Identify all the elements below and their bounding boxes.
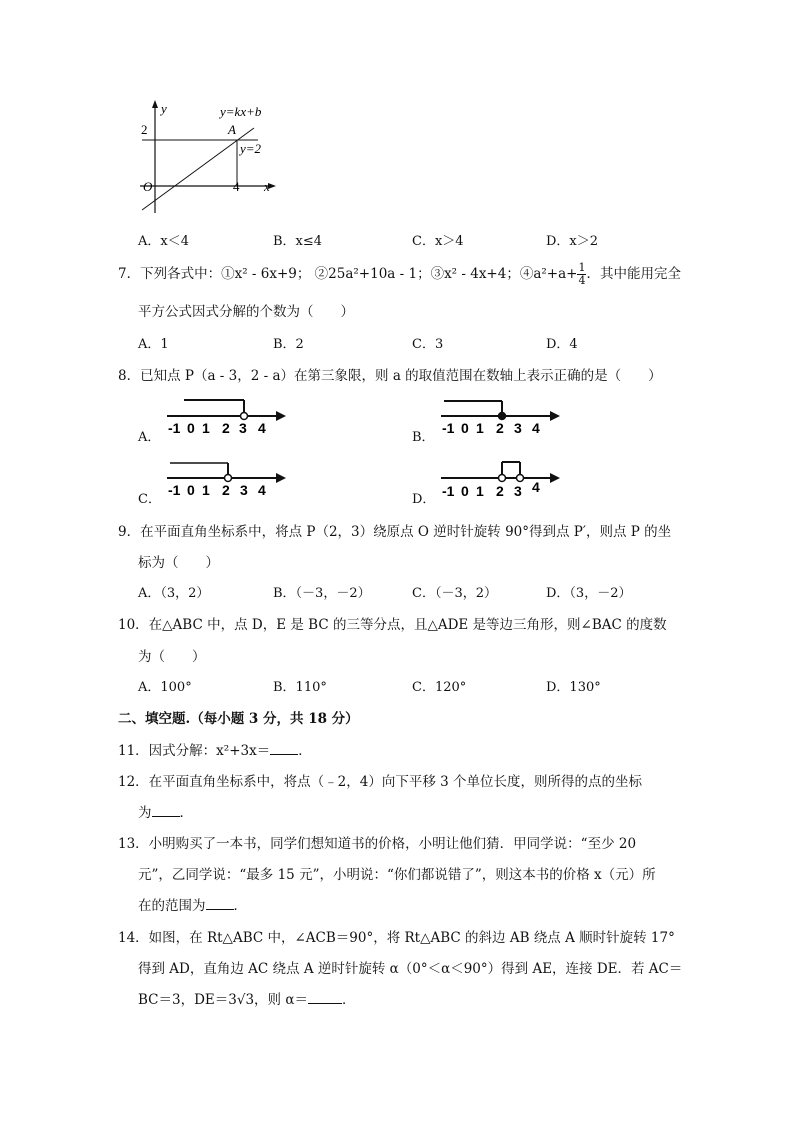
q13-end: ． bbox=[233, 898, 247, 914]
q14-line2: 得到 AD，直角边 AC 绕点 A 逆时针旋转 α（0°＜α＜90°）得到 AE，连接 DE．若 AC＝ bbox=[138, 961, 683, 977]
q9-line2: 标为（ ） bbox=[138, 555, 219, 571]
linear-function-graph bbox=[130, 98, 290, 218]
q7-line2: 平方公式因式分解的个数为（ ） bbox=[138, 304, 354, 320]
q11-text: 11．因式分解：x²+3x＝ bbox=[118, 743, 271, 759]
graph-label-4: 4 bbox=[233, 179, 240, 194]
tick-d-neg1: -1 bbox=[442, 483, 455, 499]
tick-a-neg1: -1 bbox=[168, 420, 181, 436]
q13-line3-text: 在的范围为 bbox=[138, 898, 206, 914]
q10-line2: 为（ ） bbox=[138, 649, 206, 665]
q13-line1: 13．小明购买了一本书，同学们想知道书的价格，小明让他们猜．甲同学说：“至少 20 bbox=[118, 836, 637, 852]
graph-label-y: y bbox=[161, 101, 167, 116]
tick-b-2: 2 bbox=[496, 420, 504, 436]
q7-option-a: A．1 bbox=[138, 337, 169, 352]
tick-c-neg1: -1 bbox=[168, 482, 181, 498]
q8-option-d-label: D． bbox=[412, 492, 436, 507]
tick-c-4: 4 bbox=[258, 482, 266, 498]
q10-option-b: B．110° bbox=[273, 680, 327, 695]
tick-b-1: 1 bbox=[476, 420, 484, 436]
tick-d-2: 2 bbox=[496, 483, 504, 499]
q8-number-line-d bbox=[436, 456, 566, 500]
tick-a-3: 3 bbox=[239, 420, 247, 436]
graph-label-origin: O bbox=[143, 179, 153, 194]
q10-option-c: C．120° bbox=[412, 680, 467, 695]
q13-answer-blank[interactable] bbox=[206, 897, 234, 910]
tick-d-1: 1 bbox=[476, 483, 484, 499]
q7-frac-num: 1 bbox=[578, 261, 586, 274]
q9-line1: 9．在平面直角坐标系中，将点 P（2，3）绕原点 O 逆时针旋转 90°得到点 P′，则点 P 的坐 bbox=[118, 524, 672, 540]
q14-line3-text: BC＝3，DE＝3√3，则 α＝ bbox=[138, 992, 308, 1008]
q7-frac-den: 4 bbox=[578, 274, 586, 287]
graph-label-A: A bbox=[228, 122, 236, 137]
tick-c-2: 2 bbox=[222, 482, 230, 498]
tick-b-neg1: -1 bbox=[442, 420, 455, 436]
q6-option-d: D．x＞2 bbox=[546, 234, 599, 249]
q11-answer-blank[interactable] bbox=[270, 742, 298, 755]
q9-option-d: D．（3，－2） bbox=[546, 586, 632, 601]
tick-b-3: 3 bbox=[514, 420, 522, 436]
q7-line1: 7．下列各式中：①x² - 6x+9； ②25a²+10a - 1；③x² - 4x+4；④a²+a+ bbox=[118, 266, 578, 282]
q12-line2-text: 为 bbox=[138, 805, 152, 821]
graph-label-x: x bbox=[264, 179, 270, 194]
tick-b-0: 0 bbox=[461, 420, 469, 436]
q8-option-b-label: B． bbox=[412, 430, 435, 445]
q10-line1: 10．在△ABC 中，点 D，E 是 BC 的三等分点，且△ADE 是等边三角形，则∠BAC 的度数 bbox=[118, 617, 667, 633]
q13-line3 bbox=[138, 894, 247, 914]
q8-option-a-label: A． bbox=[138, 430, 161, 445]
tick-c-0: 0 bbox=[187, 482, 195, 498]
q12-end: ． bbox=[179, 805, 193, 821]
q9-option-b: B．（－3，－2） bbox=[273, 586, 371, 601]
tick-a-1: 1 bbox=[202, 420, 210, 436]
q12-answer-blank[interactable] bbox=[152, 804, 180, 817]
tick-b-4: 4 bbox=[532, 420, 540, 436]
q12-line1: 12．在平面直角坐标系中，将点（﹣2，4）向下平移 3 个单位长度，则所得的点的坐标 bbox=[118, 774, 643, 790]
q7-option-d: D．4 bbox=[546, 337, 578, 352]
q11-end: ． bbox=[298, 743, 312, 759]
q14-line3 bbox=[138, 988, 355, 1008]
q8-number-line-b bbox=[436, 396, 566, 438]
tick-a-4: 4 bbox=[258, 420, 266, 436]
q8-stem: 8．已知点 P（a - 3，2 - a）在第三象限，则 a 的取值范围在数轴上表示正确的是（ ） bbox=[118, 368, 662, 384]
tick-d-3: 3 bbox=[514, 483, 522, 499]
q6-option-a: A．x＜4 bbox=[138, 234, 189, 249]
q10-option-a: A．100° bbox=[138, 680, 192, 695]
q14-end: ． bbox=[341, 992, 356, 1008]
tick-d-4: 4 bbox=[532, 479, 540, 495]
graph-label-y2: y=2 bbox=[240, 141, 262, 156]
q7-option-b: B．2 bbox=[273, 337, 304, 352]
q8-number-line-c bbox=[162, 458, 292, 500]
graph-label-line: y=kx+b bbox=[220, 104, 262, 119]
tick-a-2: 2 bbox=[222, 420, 230, 436]
section-fill-in-heading: 二、填空题.（每小题 3 分，共 18 分） bbox=[118, 711, 359, 727]
q7-stem bbox=[118, 262, 681, 287]
q9-option-a: A．（3，2） bbox=[138, 586, 210, 601]
q6-option-c: C．x＞4 bbox=[412, 234, 464, 249]
q11-stem bbox=[118, 739, 312, 759]
q14-line1: 14．如图，在 Rt△ABC 中，∠ACB＝90°，将 Rt△ABC 的斜边 AB 绕点 A 顺时针旋转 17° bbox=[118, 930, 675, 946]
tick-c-3: 3 bbox=[240, 482, 248, 498]
q7-line1-end: ．其中能用完全 bbox=[586, 266, 681, 282]
tick-c-1: 1 bbox=[202, 482, 210, 498]
q8-number-line-a bbox=[162, 396, 292, 438]
q12-line2 bbox=[138, 801, 193, 821]
q6-option-b: B．x≤4 bbox=[273, 234, 323, 249]
tick-d-0: 0 bbox=[461, 483, 469, 499]
q10-option-d: D．130° bbox=[546, 680, 601, 695]
q9-option-c: C．（－3，2） bbox=[412, 586, 497, 601]
q7-option-c: C．3 bbox=[412, 337, 444, 352]
tick-a-0: 0 bbox=[187, 420, 195, 436]
q8-option-c-label: C． bbox=[138, 492, 161, 507]
q14-answer-blank[interactable] bbox=[308, 991, 342, 1004]
graph-label-2: 2 bbox=[141, 122, 148, 137]
q13-line2: 元”，乙同学说：“最多 15 元”，小明说：“你们都说错了”，则这本书的价格 x（元）所 bbox=[138, 867, 656, 883]
